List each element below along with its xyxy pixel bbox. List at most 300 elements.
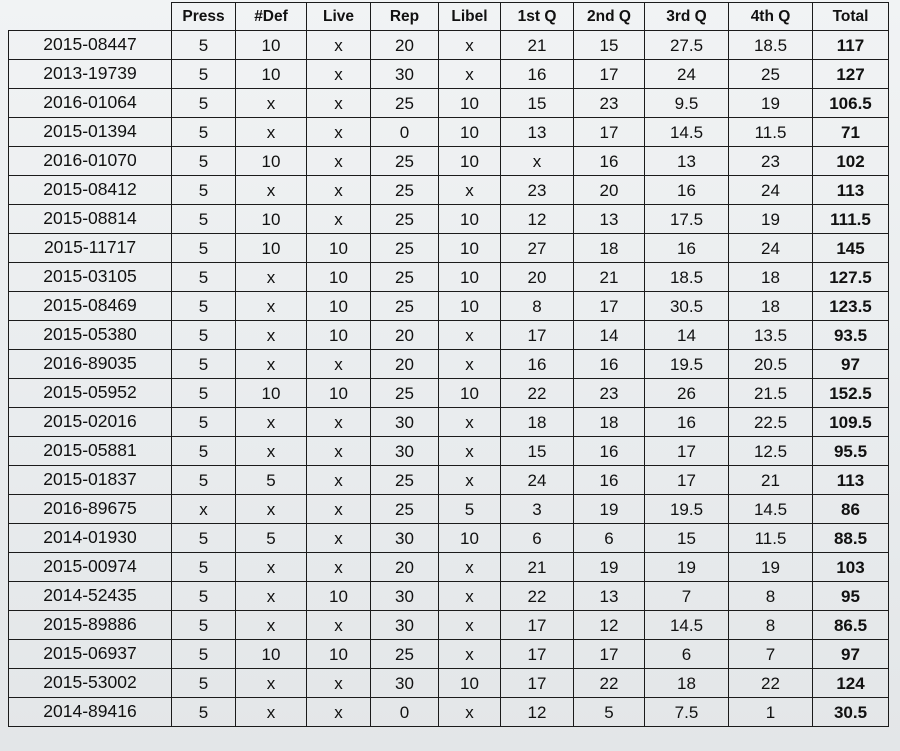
score-cell: x [307, 495, 371, 524]
score-cell: 19 [574, 495, 645, 524]
score-cell: 14.5 [645, 611, 729, 640]
table-row [9, 611, 889, 640]
score-cell: x [439, 176, 501, 205]
score-cell: 19 [645, 553, 729, 582]
score-cell: 24 [501, 466, 574, 495]
score-cell: 10 [439, 118, 501, 147]
score-cell: 26 [645, 379, 729, 408]
score-cell: 22 [501, 582, 574, 611]
score-cell: 16 [574, 350, 645, 379]
score-cell: 21.5 [729, 379, 813, 408]
score-cell: x [439, 60, 501, 89]
score-cell: 19 [574, 553, 645, 582]
score-cell: 9.5 [645, 89, 729, 118]
column-header: 4th Q [729, 3, 813, 31]
table-row [9, 466, 889, 495]
score-cell: 5 [172, 553, 236, 582]
total-cell: 145 [813, 234, 889, 263]
score-cell: 17 [645, 437, 729, 466]
score-cell: x [307, 205, 371, 234]
table-row [9, 640, 889, 669]
total-cell: 86 [813, 495, 889, 524]
score-cell: x [439, 408, 501, 437]
score-cell: 5 [172, 582, 236, 611]
score-cell: 25 [371, 205, 439, 234]
score-cell: 10 [307, 234, 371, 263]
score-cell: x [439, 640, 501, 669]
score-cell: 13 [574, 582, 645, 611]
case-number-cell: 2015-03105 [9, 263, 172, 292]
case-number-cell: 2015-11717 [9, 234, 172, 263]
column-header: 3rd Q [645, 3, 729, 31]
total-cell: 117 [813, 31, 889, 60]
score-cell: 21 [501, 553, 574, 582]
case-number-cell: 2015-53002 [9, 669, 172, 698]
score-cell: 30 [371, 408, 439, 437]
table-row [9, 524, 889, 553]
score-cell: 1 [729, 698, 813, 727]
score-cell: 13 [501, 118, 574, 147]
score-cell: 17.5 [645, 205, 729, 234]
score-cell: 5 [439, 495, 501, 524]
column-header: Live [307, 3, 371, 31]
total-cell: 97 [813, 640, 889, 669]
score-cell: x [307, 118, 371, 147]
score-cell: 22.5 [729, 408, 813, 437]
score-cell: 25 [371, 379, 439, 408]
score-cell: x [236, 582, 307, 611]
column-header: 1st Q [501, 3, 574, 31]
table-row [9, 60, 889, 89]
score-cell: 17 [645, 466, 729, 495]
score-cell: x [307, 611, 371, 640]
score-cell: 6 [574, 524, 645, 553]
score-cell: 5 [172, 640, 236, 669]
score-cell: x [236, 553, 307, 582]
score-cell: 5 [172, 698, 236, 727]
table-row [9, 292, 889, 321]
table-row [9, 176, 889, 205]
score-cell: 5 [172, 292, 236, 321]
score-cell: x [307, 466, 371, 495]
table-row [9, 350, 889, 379]
score-cell: 20 [501, 263, 574, 292]
score-cell: 18 [645, 669, 729, 698]
score-cell: 10 [439, 147, 501, 176]
score-cell: 17 [501, 669, 574, 698]
case-number-cell: 2015-89886 [9, 611, 172, 640]
score-cell: 10 [439, 669, 501, 698]
score-cell: 6 [645, 640, 729, 669]
score-cell: 23 [574, 89, 645, 118]
table-row [9, 205, 889, 234]
score-cell: 25 [371, 640, 439, 669]
score-cell: x [439, 698, 501, 727]
score-cell: 15 [501, 437, 574, 466]
score-cell: x [307, 31, 371, 60]
score-cell: x [439, 466, 501, 495]
score-cell: x [439, 437, 501, 466]
score-cell: x [439, 611, 501, 640]
case-number-cell: 2015-08412 [9, 176, 172, 205]
score-cell: 5 [172, 205, 236, 234]
score-cell: 30 [371, 524, 439, 553]
score-cell: 30 [371, 437, 439, 466]
total-cell: 95 [813, 582, 889, 611]
score-cell: x [307, 176, 371, 205]
score-cell: 13 [645, 147, 729, 176]
score-cell: 15 [574, 31, 645, 60]
score-cell: x [307, 669, 371, 698]
score-cell: 10 [307, 379, 371, 408]
score-cell: 16 [574, 466, 645, 495]
score-cell: 5 [172, 31, 236, 60]
score-cell: 0 [371, 118, 439, 147]
score-cell: x [307, 698, 371, 727]
score-cell: x [439, 31, 501, 60]
case-number-cell: 2014-52435 [9, 582, 172, 611]
table-row [9, 118, 889, 147]
score-cell: 18.5 [645, 263, 729, 292]
score-cell: 5 [172, 321, 236, 350]
score-cell: 16 [501, 60, 574, 89]
score-cell: 5 [172, 118, 236, 147]
case-number-cell: 2014-89416 [9, 698, 172, 727]
score-cell: 16 [645, 176, 729, 205]
table-row [9, 698, 889, 727]
total-cell: 71 [813, 118, 889, 147]
table-row [9, 321, 889, 350]
score-cell: 5 [172, 437, 236, 466]
score-cell: 25 [371, 176, 439, 205]
score-cell: x [236, 118, 307, 147]
total-cell: 86.5 [813, 611, 889, 640]
score-cell: 5 [236, 524, 307, 553]
score-cell: 6 [501, 524, 574, 553]
score-cell: 14 [574, 321, 645, 350]
score-cell: 5 [236, 466, 307, 495]
total-cell: 103 [813, 553, 889, 582]
score-cell: 12.5 [729, 437, 813, 466]
table-row [9, 553, 889, 582]
score-cell: 10 [307, 292, 371, 321]
score-cell: 19 [729, 553, 813, 582]
score-cell: 18 [729, 263, 813, 292]
score-cell: x [307, 350, 371, 379]
score-cell: x [307, 89, 371, 118]
column-header: Press [172, 3, 236, 31]
scores-table [8, 2, 889, 727]
score-cell: 19.5 [645, 350, 729, 379]
score-cell: 5 [172, 524, 236, 553]
score-cell: 27.5 [645, 31, 729, 60]
score-cell: x [307, 147, 371, 176]
score-cell: 30.5 [645, 292, 729, 321]
score-cell: 25 [729, 60, 813, 89]
case-number-cell: 2013-19739 [9, 60, 172, 89]
header-blank-cell [9, 3, 172, 31]
case-number-cell: 2015-08814 [9, 205, 172, 234]
case-number-cell: 2016-89035 [9, 350, 172, 379]
score-cell: 20.5 [729, 350, 813, 379]
table-row [9, 31, 889, 60]
total-cell: 109.5 [813, 408, 889, 437]
score-cell: x [307, 524, 371, 553]
score-cell: 25 [371, 89, 439, 118]
score-cell: 10 [236, 60, 307, 89]
column-header: 2nd Q [574, 3, 645, 31]
score-cell: 16 [645, 408, 729, 437]
total-cell: 102 [813, 147, 889, 176]
total-cell: 30.5 [813, 698, 889, 727]
score-cell: x [236, 350, 307, 379]
score-cell: 5 [172, 350, 236, 379]
score-cell: x [501, 147, 574, 176]
score-cell: 10 [307, 321, 371, 350]
score-cell: 20 [371, 31, 439, 60]
case-number-cell: 2015-05952 [9, 379, 172, 408]
column-header: #Def [236, 3, 307, 31]
score-cell: 16 [501, 350, 574, 379]
score-cell: x [172, 495, 236, 524]
score-cell: 15 [645, 524, 729, 553]
score-cell: 24 [645, 60, 729, 89]
header-row [9, 3, 889, 31]
table-body [9, 31, 889, 727]
score-cell: 5 [172, 611, 236, 640]
case-number-cell: 2015-02016 [9, 408, 172, 437]
score-cell: 5 [172, 89, 236, 118]
total-cell: 152.5 [813, 379, 889, 408]
score-cell: 5 [172, 408, 236, 437]
table-row [9, 89, 889, 118]
score-cell: 13 [574, 205, 645, 234]
score-cell: x [439, 350, 501, 379]
score-cell: 17 [501, 321, 574, 350]
case-number-cell: 2015-05881 [9, 437, 172, 466]
score-cell: 20 [371, 350, 439, 379]
score-cell: 14.5 [645, 118, 729, 147]
score-cell: 18 [729, 292, 813, 321]
total-cell: 97 [813, 350, 889, 379]
score-cell: 10 [439, 263, 501, 292]
score-cell: 10 [236, 640, 307, 669]
total-cell: 113 [813, 176, 889, 205]
score-cell: x [236, 321, 307, 350]
score-cell: x [307, 408, 371, 437]
total-cell: 124 [813, 669, 889, 698]
score-cell: 25 [371, 495, 439, 524]
score-cell: 10 [439, 89, 501, 118]
score-cell: 25 [371, 466, 439, 495]
score-cell: x [439, 553, 501, 582]
score-cell: 10 [307, 640, 371, 669]
score-cell: x [439, 321, 501, 350]
case-number-cell: 2015-00974 [9, 553, 172, 582]
score-cell: 25 [371, 234, 439, 263]
case-number-cell: 2015-01837 [9, 466, 172, 495]
case-number-cell: 2015-01394 [9, 118, 172, 147]
score-cell: 30 [371, 611, 439, 640]
score-cell: 23 [501, 176, 574, 205]
column-header: Rep [371, 3, 439, 31]
table-row [9, 437, 889, 466]
score-cell: 10 [439, 379, 501, 408]
score-cell: 18 [574, 234, 645, 263]
column-header: Libel [439, 3, 501, 31]
score-cell: 16 [645, 234, 729, 263]
score-cell: 25 [371, 147, 439, 176]
score-cell: 12 [501, 698, 574, 727]
score-cell: 25 [371, 292, 439, 321]
score-cell: 18 [501, 408, 574, 437]
score-cell: 22 [501, 379, 574, 408]
score-cell: 10 [236, 147, 307, 176]
score-cell: 5 [172, 379, 236, 408]
score-cell: x [236, 89, 307, 118]
total-cell: 127.5 [813, 263, 889, 292]
total-cell: 111.5 [813, 205, 889, 234]
score-cell: x [236, 408, 307, 437]
case-number-cell: 2015-08447 [9, 31, 172, 60]
table-row [9, 495, 889, 524]
score-cell: 17 [574, 292, 645, 321]
score-cell: 13.5 [729, 321, 813, 350]
score-cell: x [236, 698, 307, 727]
score-cell: 20 [371, 321, 439, 350]
score-cell: 18 [574, 408, 645, 437]
score-cell: x [236, 263, 307, 292]
total-cell: 88.5 [813, 524, 889, 553]
score-cell: 5 [172, 234, 236, 263]
case-number-cell: 2015-08469 [9, 292, 172, 321]
score-cell: 8 [501, 292, 574, 321]
score-cell: 16 [574, 147, 645, 176]
score-cell: x [236, 176, 307, 205]
score-cell: 30 [371, 582, 439, 611]
column-header: Total [813, 3, 889, 31]
score-cell: 5 [172, 60, 236, 89]
score-cell: x [236, 611, 307, 640]
score-cell: x [439, 582, 501, 611]
score-cell: 11.5 [729, 524, 813, 553]
score-cell: 5 [172, 466, 236, 495]
table-row [9, 669, 889, 698]
score-cell: 23 [729, 147, 813, 176]
score-cell: 22 [574, 669, 645, 698]
score-cell: 8 [729, 582, 813, 611]
total-cell: 113 [813, 466, 889, 495]
score-cell: 23 [574, 379, 645, 408]
score-cell: x [307, 60, 371, 89]
score-cell: 10 [236, 379, 307, 408]
score-cell: 10 [439, 292, 501, 321]
score-cell: 14.5 [729, 495, 813, 524]
score-cell: 24 [729, 234, 813, 263]
total-cell: 106.5 [813, 89, 889, 118]
score-cell: 5 [574, 698, 645, 727]
score-cell: 5 [172, 176, 236, 205]
total-cell: 123.5 [813, 292, 889, 321]
score-cell: 30 [371, 669, 439, 698]
score-cell: 25 [371, 263, 439, 292]
score-cell: 10 [307, 582, 371, 611]
score-cell: x [236, 437, 307, 466]
score-cell: 17 [501, 611, 574, 640]
score-cell: 22 [729, 669, 813, 698]
total-cell: 95.5 [813, 437, 889, 466]
score-cell: x [236, 495, 307, 524]
score-cell: 10 [439, 524, 501, 553]
table-row [9, 408, 889, 437]
case-number-cell: 2015-06937 [9, 640, 172, 669]
score-cell: 24 [729, 176, 813, 205]
score-cell: 5 [172, 263, 236, 292]
score-cell: 8 [729, 611, 813, 640]
score-cell: 17 [574, 60, 645, 89]
score-cell: 12 [501, 205, 574, 234]
score-cell: 21 [729, 466, 813, 495]
score-cell: 17 [574, 640, 645, 669]
total-cell: 93.5 [813, 321, 889, 350]
score-cell: 10 [236, 234, 307, 263]
score-cell: 11.5 [729, 118, 813, 147]
score-cell: 27 [501, 234, 574, 263]
score-cell: 10 [439, 205, 501, 234]
score-cell: 10 [236, 205, 307, 234]
score-cell: 19.5 [645, 495, 729, 524]
score-cell: 30 [371, 60, 439, 89]
table-row [9, 147, 889, 176]
score-cell: x [307, 437, 371, 466]
score-cell: 7.5 [645, 698, 729, 727]
case-number-cell: 2016-89675 [9, 495, 172, 524]
score-cell: 15 [501, 89, 574, 118]
score-cell: 12 [574, 611, 645, 640]
score-cell: 16 [574, 437, 645, 466]
table-row [9, 234, 889, 263]
score-cell: 0 [371, 698, 439, 727]
total-cell: 127 [813, 60, 889, 89]
table-row [9, 582, 889, 611]
score-cell: 7 [729, 640, 813, 669]
case-number-cell: 2016-01064 [9, 89, 172, 118]
score-cell: 17 [501, 640, 574, 669]
score-cell: 21 [501, 31, 574, 60]
score-cell: 18.5 [729, 31, 813, 60]
table-row [9, 263, 889, 292]
score-cell: 21 [574, 263, 645, 292]
score-cell: 20 [574, 176, 645, 205]
score-cell: 5 [172, 669, 236, 698]
score-cell: x [236, 292, 307, 321]
case-number-cell: 2014-01930 [9, 524, 172, 553]
score-cell: 10 [307, 263, 371, 292]
score-cell: 20 [371, 553, 439, 582]
score-cell: 19 [729, 89, 813, 118]
table-row [9, 379, 889, 408]
score-cell: 10 [236, 31, 307, 60]
case-number-cell: 2015-05380 [9, 321, 172, 350]
score-cell: x [236, 669, 307, 698]
score-cell: 5 [172, 147, 236, 176]
score-cell: 14 [645, 321, 729, 350]
case-number-cell: 2016-01070 [9, 147, 172, 176]
score-cell: x [307, 553, 371, 582]
score-cell: 10 [439, 234, 501, 263]
score-cell: 19 [729, 205, 813, 234]
score-cell: 7 [645, 582, 729, 611]
